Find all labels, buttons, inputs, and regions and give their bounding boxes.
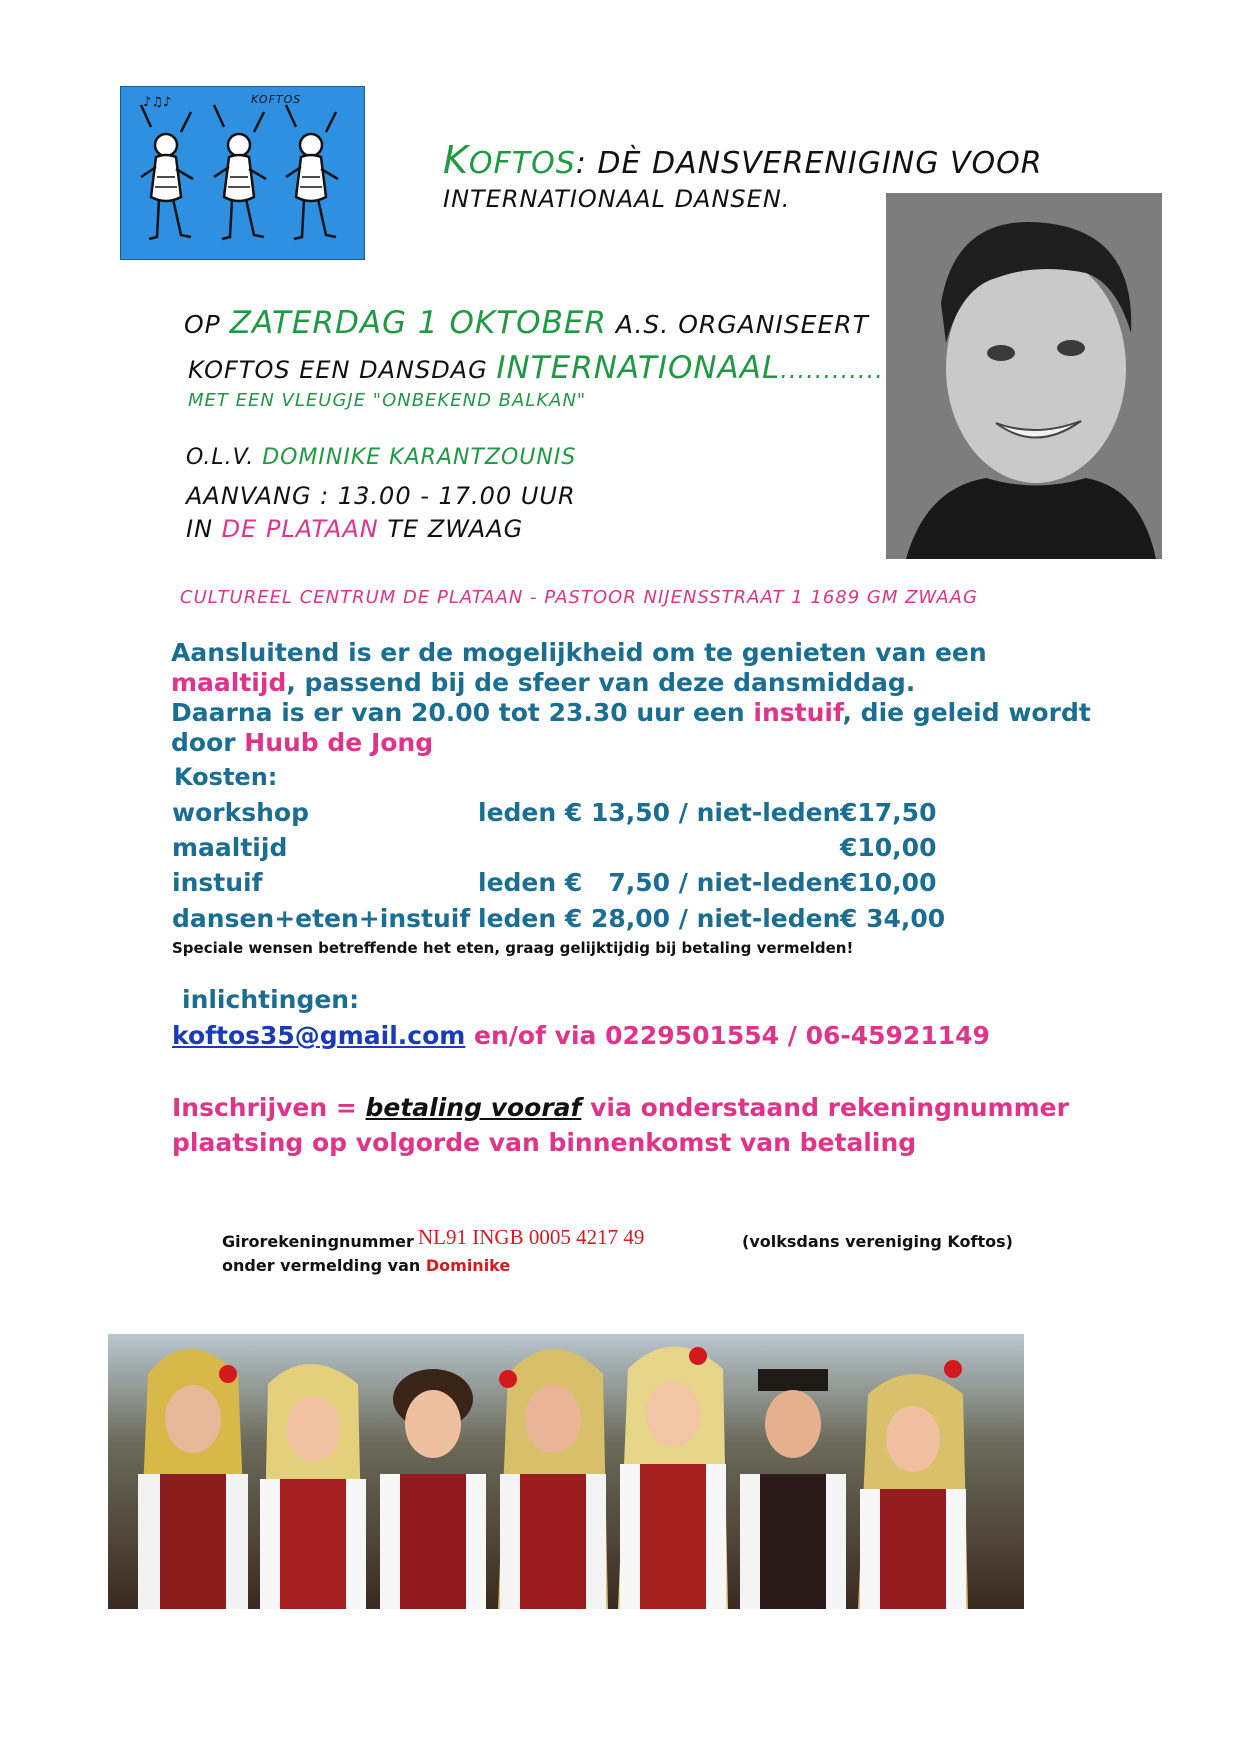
event-teacher-line (186, 445, 576, 470)
body-paragraph-4 (171, 728, 433, 757)
koftos-logo (120, 86, 365, 260)
email-link[interactable]: koftos35@gmail.com (172, 1021, 466, 1050)
registration-end: via onderstaand rekeningnummer (581, 1093, 1069, 1122)
body-p2-rest: , passend bij de sfeer van deze dansmiddag. (286, 668, 916, 697)
giro-name: Dominike (425, 1256, 511, 1275)
registration-start: Inschrijven = (172, 1093, 366, 1122)
giro-holder: (volksdans vereniging Koftos) (742, 1232, 1013, 1251)
kosten-price: €10,00 (840, 868, 937, 897)
event-op: OP (184, 310, 221, 339)
kosten-row (0, 833, 1241, 867)
event-teacher: DOMINIKE KARANTZOUNIS (262, 445, 577, 470)
giro-onder-line (222, 1256, 510, 1275)
kosten-item: dansen+eten+instuif (172, 904, 471, 933)
title-name-rest: OFTOS (468, 146, 576, 181)
phone-numbers: en/of via 0229501554 / 06-45921149 (465, 1021, 990, 1050)
kosten-label: Kosten: (174, 763, 278, 791)
event-aanvang: AANVANG : 13.00 - 17.00 UUR (186, 482, 576, 510)
event-date-line (184, 305, 869, 341)
venue-address: CULTUREEL CENTRUM DE PLATAAN - PASTOOR NIJENSSTRAAT 1 1689 GM ZWAAG (180, 587, 978, 608)
body-paragraph-2 (171, 668, 915, 697)
body-paragraph-3 (171, 698, 1091, 727)
title-line-1 (443, 138, 1043, 182)
event-koftos-dansdag: KOFTOS EEN DANSDAG (188, 356, 488, 384)
event-internationaal: INTERNATIONAAL (496, 350, 781, 386)
kosten-item: instuif (172, 868, 263, 897)
event-date: ZATERDAG 1 OKTOBER (229, 305, 607, 341)
event-vleugje: MET EEN VLEUGJE "ONBEKEND BALKAN" (188, 390, 587, 411)
inlichtingen-label: inlichtingen: (182, 985, 360, 1014)
event-in: IN (186, 515, 214, 543)
title-line-2: INTERNATIONAAL DANSEN. (443, 185, 791, 213)
folk-dancers-photo (108, 1334, 1024, 1609)
kosten-item: workshop (172, 798, 309, 827)
music-notes-icon: ♪♫♪ (143, 95, 172, 110)
kosten-row (0, 904, 1241, 938)
registration-vooraf: betaling vooraf (365, 1093, 582, 1122)
folk-dancers-photo-icon (108, 1334, 1024, 1609)
kosten-price: €17,50 (840, 798, 937, 827)
event-dansdag-line (188, 350, 884, 386)
body-instuif: instuif (753, 698, 843, 727)
body-paragraph-1: Aansluitend is er de mogelijkheid om te genieten van een (171, 638, 987, 667)
event-olv: O.L.V. (186, 445, 255, 470)
special-wishes-note: Speciale wensen betreffende het eten, graag gelijktijdig bij betaling vermelden! (172, 939, 854, 957)
kosten-row (0, 868, 1241, 902)
kosten-leden: leden € 28,00 / niet-leden (478, 904, 841, 933)
title-k-letter: K (443, 138, 469, 182)
plaatsing-line: plaatsing op volgorde van binnenkomst van betaling (172, 1128, 917, 1157)
giro-label: Girorekeningnummer (222, 1232, 414, 1251)
portrait-photo (886, 193, 1162, 559)
kosten-price: €10,00 (840, 833, 937, 862)
giro-number: NL91 INGB 0005 4217 49 (418, 1225, 645, 1249)
giro-onder: onder vermelding van (222, 1256, 426, 1275)
kosten-leden: leden € 7,50 / niet-leden (478, 868, 841, 897)
body-maaltijd: maaltijd (171, 668, 287, 697)
portrait-photo-icon (886, 193, 1162, 559)
body-p4-start: door (171, 728, 245, 757)
kosten-row (0, 798, 1241, 832)
contact-line (172, 1021, 990, 1050)
kosten-item: maaltijd (172, 833, 288, 862)
body-huub: Huub de Jong (244, 728, 434, 757)
body-p3-end: , die geleid wordt (842, 698, 1091, 727)
event-dots: ............ (780, 356, 884, 384)
dancers-logo-icon (121, 87, 364, 259)
event-venue: DE PLATAAN (221, 515, 379, 543)
logo-caption: KOFTOS (251, 93, 302, 106)
kosten-leden: leden € 13,50 / niet-leden (478, 798, 841, 827)
title-tagline-1: : DÈ DANSVERENIGING VOOR (575, 146, 1043, 181)
event-organiseert: A.S. ORGANISEERT (615, 310, 869, 339)
event-venue-line (186, 515, 523, 543)
body-p3-start: Daarna is er van 20.00 tot 23.30 uur een (171, 698, 754, 727)
event-te-zwaag: TE ZWAAG (387, 515, 524, 543)
registration-line (172, 1093, 1069, 1122)
kosten-price: € 34,00 (840, 904, 946, 933)
